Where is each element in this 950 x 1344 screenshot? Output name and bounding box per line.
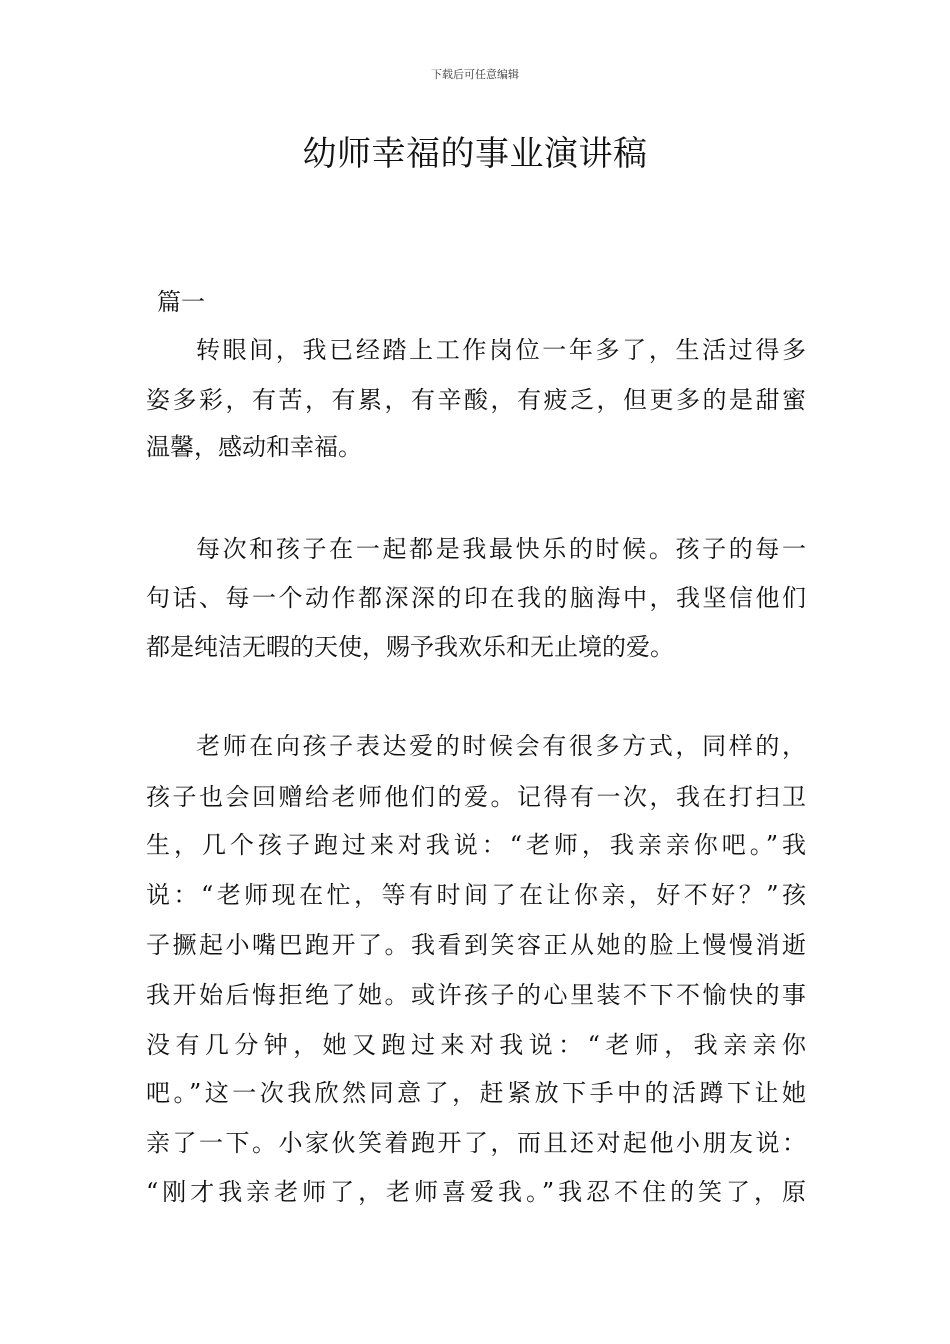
- paragraph-3-line-10: “刚才我亲老师了，老师喜爱我。”我忍不住的笑了，原: [146, 1178, 806, 1206]
- paragraph-1-line-2: 姿多彩，有苦，有累，有辛酸，有疲乏，但更多的是甜蜜: [146, 386, 806, 414]
- paragraph-2-line-3: 都是纯洁无暇的天使，赐予我欢乐和无止境的爱。: [146, 633, 674, 661]
- paragraph-3-line-5: 子撅起小嘴巴跑开了。我看到笑容正从她的脸上慢慢消逝: [146, 931, 806, 959]
- document-title: 幼师幸福的事业演讲稿: [302, 134, 648, 174]
- header-note: 下载后可任意编辑: [431, 68, 519, 81]
- paragraph-1-line-1: 转眼间，我已经踏上工作岗位一年多了，生活过得多: [196, 336, 806, 364]
- paragraph-2-line-1: 每次和孩子在一起都是我最快乐的时候。孩子的每一: [196, 535, 806, 563]
- paragraph-3-line-1: 老师在向孩子表达爱的时候会有很多方式，同样的，: [196, 732, 806, 760]
- paragraph-3-line-6: 我开始后悔拒绝了她。或许孩子的心里装不下不愉快的事: [146, 981, 806, 1009]
- paragraph-1-line-3: 温馨，感动和幸福。: [146, 433, 362, 461]
- paragraph-3-line-3: 生，几个孩子跑过来对我说：“老师，我亲亲你吧。”我: [146, 831, 806, 859]
- paragraph-3-line-2: 孩子也会回赠给老师他们的爱。记得有一次，我在打扫卫: [146, 783, 806, 811]
- paragraph-3-line-8: 吧。”这一次我欣然同意了，赶紧放下手中的活蹲下让她: [146, 1079, 806, 1107]
- paragraph-2-line-2: 句话、每一个动作都深深的印在我的脑海中，我坚信他们: [146, 584, 806, 612]
- paragraph-3-line-9: 亲了一下。小家伙笑着跑开了，而且还对起他小朋友说：: [146, 1129, 806, 1157]
- paragraph-3-line-7: 没有几分钟，她又跑过来对我说：“老师，我亲亲你: [146, 1031, 806, 1059]
- paragraph-3-line-4: 说：“老师现在忙，等有时间了在让你亲，好不好？”孩: [146, 881, 806, 909]
- section-label: 篇一: [157, 288, 205, 316]
